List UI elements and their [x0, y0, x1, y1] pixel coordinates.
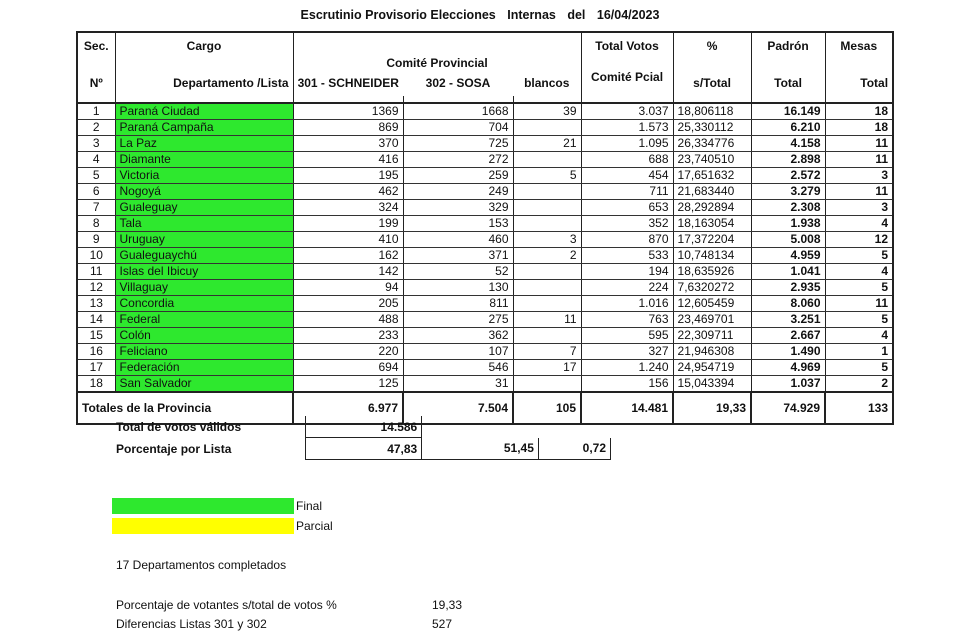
row-dept: Colón [115, 328, 293, 344]
row-301: 125 [293, 376, 403, 393]
row-302: 362 [403, 328, 513, 344]
diff-label: Diferencias Listas 301 y 302 [116, 617, 267, 631]
row-total: 688 [581, 152, 673, 168]
row-dept: Diamante [115, 152, 293, 168]
row-blancos [513, 328, 581, 344]
row-blancos: 3 [513, 232, 581, 248]
row-padron: 6.210 [751, 120, 825, 136]
row-pct: 23,740510 [673, 152, 751, 168]
row-padron: 3.251 [751, 312, 825, 328]
header-sec: Sec. [77, 32, 115, 70]
table-row [77, 328, 893, 344]
title-date: 16/04/2023 [596, 8, 660, 22]
row-num: 18 [77, 376, 115, 393]
valid-votes-value: 14.586 [305, 416, 422, 438]
header-302: 302 - SOSA [425, 76, 491, 90]
header-s-total: s/Total [673, 70, 751, 96]
totals-mesas: 133 [825, 392, 893, 424]
row-total: 870 [581, 232, 673, 248]
header-mesas-total: Total [825, 70, 893, 96]
row-padron: 4.959 [751, 248, 825, 264]
row-dept: Paraná Ciudad [115, 103, 293, 120]
row-pct: 24,954719 [673, 360, 751, 376]
row-301: 462 [293, 184, 403, 200]
row-301: 233 [293, 328, 403, 344]
votantes-label: Porcentaje de votantes s/total de votos % [116, 598, 337, 612]
row-blancos [513, 376, 581, 393]
pct-301: 47,83 [305, 438, 422, 460]
totals-blancos: 105 [513, 392, 581, 424]
rows-body [77, 103, 893, 392]
row-total: 533 [581, 248, 673, 264]
row-num: 5 [77, 168, 115, 184]
row-302: 249 [403, 184, 513, 200]
row-dept: Federal [115, 312, 293, 328]
row-pct: 10,748134 [673, 248, 751, 264]
row-302: 31 [403, 376, 513, 393]
row-301: 199 [293, 216, 403, 232]
row-num: 10 [77, 248, 115, 264]
table-row [77, 248, 893, 264]
table-row [77, 120, 893, 136]
row-301: 94 [293, 280, 403, 296]
row-mesas: 18 [825, 120, 893, 136]
totals-label: Totales de la Provincia [77, 392, 293, 424]
row-302: 130 [403, 280, 513, 296]
header-comite: Comité Provincial [293, 32, 581, 70]
row-mesas: 12 [825, 232, 893, 248]
row-blancos: 21 [513, 136, 581, 152]
table-row [77, 232, 893, 248]
row-num: 9 [77, 232, 115, 248]
row-total: 653 [581, 200, 673, 216]
row-dept: Paraná Campaña [115, 120, 293, 136]
row-302: 811 [403, 296, 513, 312]
row-301: 869 [293, 120, 403, 136]
header-dept: Departamento /Lista [115, 70, 293, 96]
row-num: 2 [77, 120, 115, 136]
row-num: 11 [77, 264, 115, 280]
row-mesas: 18 [825, 103, 893, 120]
table-row [77, 296, 893, 312]
table-row [77, 168, 893, 184]
row-mesas: 4 [825, 264, 893, 280]
row-blancos [513, 280, 581, 296]
row-total: 194 [581, 264, 673, 280]
row-301: 694 [293, 360, 403, 376]
row-mesas: 2 [825, 376, 893, 393]
header-cargo: Cargo [115, 32, 293, 70]
row-dept: Gualeguay [115, 200, 293, 216]
header-padron-total: Total [751, 70, 825, 96]
pct-blancos: 0,72 [538, 438, 610, 460]
row-num: 12 [77, 280, 115, 296]
row-302: 272 [403, 152, 513, 168]
row-dept: Villaguay [115, 280, 293, 296]
row-302: 460 [403, 232, 513, 248]
row-total: 224 [581, 280, 673, 296]
table-row [77, 312, 893, 328]
header-num: Nº [77, 70, 115, 96]
row-301: 488 [293, 312, 403, 328]
row-dept: Islas del Ibicuy [115, 264, 293, 280]
row-blancos [513, 200, 581, 216]
row-mesas: 5 [825, 280, 893, 296]
table-row [77, 200, 893, 216]
row-pct: 15,043394 [673, 376, 751, 393]
header-pct: % [673, 32, 751, 70]
row-pct: 18,163054 [673, 216, 751, 232]
row-302: 153 [403, 216, 513, 232]
row-num: 14 [77, 312, 115, 328]
row-blancos [513, 296, 581, 312]
legend-partial-label: Parcial [296, 519, 333, 533]
completed-note: 17 Departamentos completados [116, 558, 287, 572]
table-row [77, 344, 893, 360]
totals-votos: 14.481 [581, 392, 673, 424]
row-dept: Concordia [115, 296, 293, 312]
row-blancos [513, 216, 581, 232]
row-num: 13 [77, 296, 115, 312]
row-total: 763 [581, 312, 673, 328]
row-mesas: 3 [825, 200, 893, 216]
row-blancos: 39 [513, 103, 581, 120]
row-pct: 17,372204 [673, 232, 751, 248]
row-padron: 1.490 [751, 344, 825, 360]
header-comite-pcial: Comité Pcial [581, 70, 673, 96]
row-pct: 22,309711 [673, 328, 751, 344]
row-mesas: 11 [825, 184, 893, 200]
row-dept: San Salvador [115, 376, 293, 393]
row-pct: 18,806118 [673, 103, 751, 120]
table-row [77, 152, 893, 168]
row-blancos [513, 264, 581, 280]
row-301: 142 [293, 264, 403, 280]
row-dept: Uruguay [115, 232, 293, 248]
row-pct: 17,651632 [673, 168, 751, 184]
row-301: 416 [293, 152, 403, 168]
row-301: 220 [293, 344, 403, 360]
row-padron: 16.149 [751, 103, 825, 120]
row-301: 162 [293, 248, 403, 264]
row-301: 1369 [293, 103, 403, 120]
row-padron: 1.041 [751, 264, 825, 280]
summary-table [76, 416, 611, 460]
row-padron: 4.158 [751, 136, 825, 152]
row-dept: Gualeguaychú [115, 248, 293, 264]
row-total: 1.240 [581, 360, 673, 376]
row-padron: 4.969 [751, 360, 825, 376]
pct-by-list-label: Porcentaje por Lista [116, 441, 232, 456]
row-pct: 23,469701 [673, 312, 751, 328]
votantes-value: 19,33 [432, 598, 463, 612]
row-total: 1.573 [581, 120, 673, 136]
row-dept: Federación [115, 360, 293, 376]
row-padron: 2.898 [751, 152, 825, 168]
row-num: 8 [77, 216, 115, 232]
row-num: 4 [77, 152, 115, 168]
legend-final-label: Final [296, 499, 323, 513]
row-302: 329 [403, 200, 513, 216]
row-num: 15 [77, 328, 115, 344]
row-total: 595 [581, 328, 673, 344]
row-301: 205 [293, 296, 403, 312]
header-mesas: Mesas [825, 32, 893, 70]
row-302: 725 [403, 136, 513, 152]
row-pct: 18,635926 [673, 264, 751, 280]
row-pct: 12,605459 [673, 296, 751, 312]
row-mesas: 5 [825, 312, 893, 328]
table-row [77, 280, 893, 296]
totals-padron: 74.929 [751, 392, 825, 424]
row-blancos [513, 152, 581, 168]
table-row [77, 184, 893, 200]
row-pct: 7,6320272 [673, 280, 751, 296]
legend-partial-swatch [112, 518, 294, 534]
totals-301: 6.977 [293, 392, 403, 424]
page-title [0, 8, 960, 22]
row-dept: Tala [115, 216, 293, 232]
row-num: 3 [77, 136, 115, 152]
row-blancos: 5 [513, 168, 581, 184]
totals-302: 7.504 [403, 392, 513, 424]
row-mesas: 1 [825, 344, 893, 360]
row-302: 1668 [403, 103, 513, 120]
row-blancos: 2 [513, 248, 581, 264]
row-dept: Nogoyá [115, 184, 293, 200]
results-table [76, 31, 894, 425]
table-row [77, 136, 893, 152]
row-total: 454 [581, 168, 673, 184]
row-pct: 26,334776 [673, 136, 751, 152]
row-blancos: 11 [513, 312, 581, 328]
row-num: 7 [77, 200, 115, 216]
row-mesas: 4 [825, 216, 893, 232]
row-mesas: 5 [825, 360, 893, 376]
row-pct: 25,330112 [673, 120, 751, 136]
row-padron: 2.935 [751, 280, 825, 296]
row-301: 324 [293, 200, 403, 216]
row-302: 52 [403, 264, 513, 280]
row-num: 17 [77, 360, 115, 376]
row-blancos [513, 120, 581, 136]
row-dept: Feliciano [115, 344, 293, 360]
title-text: Escrutinio Provisorio Elecciones [300, 8, 496, 22]
table-row [77, 103, 893, 120]
row-mesas: 5 [825, 248, 893, 264]
row-blancos: 17 [513, 360, 581, 376]
row-dept: Victoria [115, 168, 293, 184]
table-row [77, 376, 893, 393]
row-302: 107 [403, 344, 513, 360]
row-padron: 2.308 [751, 200, 825, 216]
header-blancos: blancos [513, 70, 581, 96]
row-total: 1.095 [581, 136, 673, 152]
row-padron: 3.279 [751, 184, 825, 200]
diff-value: 527 [432, 617, 453, 631]
row-total: 3.037 [581, 103, 673, 120]
row-301: 370 [293, 136, 403, 152]
row-pct: 28,292894 [673, 200, 751, 216]
row-padron: 1.938 [751, 216, 825, 232]
row-padron: 1.037 [751, 376, 825, 393]
title-text-3: del [567, 8, 586, 22]
row-padron: 5.008 [751, 232, 825, 248]
row-dept: La Paz [115, 136, 293, 152]
row-302: 704 [403, 120, 513, 136]
row-mesas: 3 [825, 168, 893, 184]
row-302: 371 [403, 248, 513, 264]
row-302: 275 [403, 312, 513, 328]
row-total: 327 [581, 344, 673, 360]
row-pct: 21,683440 [673, 184, 751, 200]
row-num: 16 [77, 344, 115, 360]
row-302: 546 [403, 360, 513, 376]
pct-302: 51,45 [422, 438, 539, 460]
valid-votes-label: Total de votos válidos [116, 419, 242, 434]
header-padron: Padrón [751, 32, 825, 70]
title-text-2: Internas [507, 8, 556, 22]
row-total: 711 [581, 184, 673, 200]
legend-final-swatch [112, 498, 294, 514]
row-total: 156 [581, 376, 673, 393]
row-mesas: 4 [825, 328, 893, 344]
row-num: 1 [77, 103, 115, 120]
row-301: 195 [293, 168, 403, 184]
header-301: 301 - SCHNEIDER [293, 70, 403, 96]
row-num: 6 [77, 184, 115, 200]
row-mesas: 11 [825, 136, 893, 152]
row-padron: 2.667 [751, 328, 825, 344]
row-padron: 2.572 [751, 168, 825, 184]
row-total: 352 [581, 216, 673, 232]
row-301: 410 [293, 232, 403, 248]
table-row [77, 264, 893, 280]
row-blancos: 7 [513, 344, 581, 360]
row-blancos [513, 184, 581, 200]
row-mesas: 11 [825, 152, 893, 168]
totals-pct: 19,33 [673, 392, 751, 424]
header-total-votos: Total Votos [581, 32, 673, 70]
row-pct: 21,946308 [673, 344, 751, 360]
row-mesas: 11 [825, 296, 893, 312]
table-row [77, 360, 893, 376]
table-row [77, 216, 893, 232]
row-total: 1.016 [581, 296, 673, 312]
row-padron: 8.060 [751, 296, 825, 312]
row-302: 259 [403, 168, 513, 184]
